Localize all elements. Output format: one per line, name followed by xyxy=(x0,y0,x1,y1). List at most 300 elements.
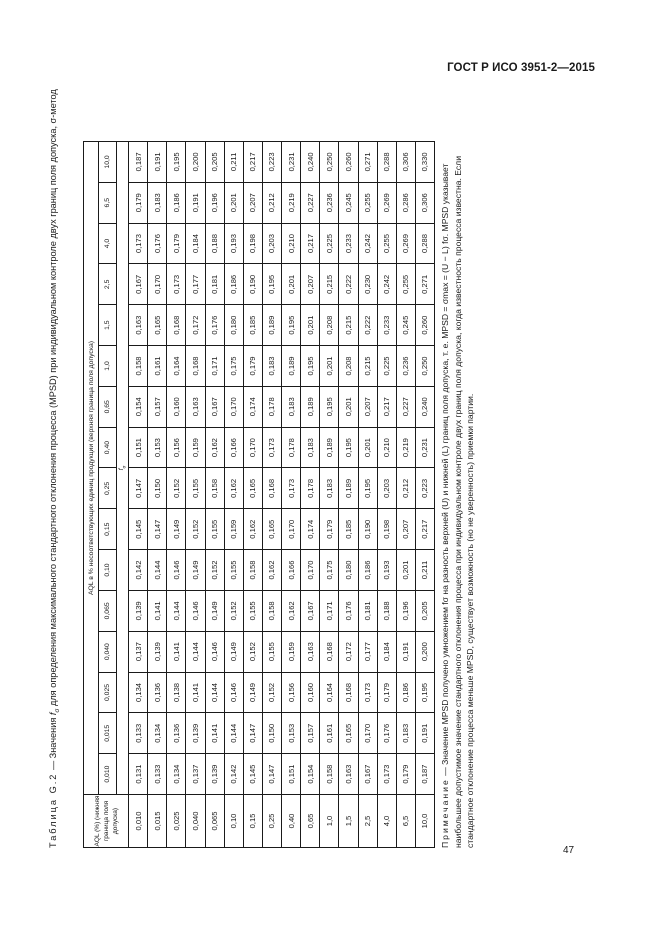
table-cell: 0,170 xyxy=(224,386,243,427)
table-cell: 0,160 xyxy=(167,386,186,427)
table-row xyxy=(148,142,167,848)
row-aql-label: 0,015 xyxy=(148,795,167,848)
column-header: 1,5 xyxy=(99,305,117,346)
row-aql-label: 6,5 xyxy=(396,795,415,848)
table-cell: 0,195 xyxy=(415,672,434,713)
table-cell: 0,162 xyxy=(282,590,301,631)
table-cell: 0,163 xyxy=(129,305,148,346)
column-header: 0,010 xyxy=(99,754,117,795)
table-row xyxy=(243,142,262,848)
table-cell: 0,245 xyxy=(396,305,415,346)
table-row xyxy=(339,142,358,848)
symbol-f: f xyxy=(117,468,125,471)
document-id-header: ГОСТ Р ИСО 3951-2—2015 xyxy=(447,62,595,74)
table-cell: 0,188 xyxy=(205,223,224,264)
table-cell: 0,144 xyxy=(148,550,167,591)
table-cell: 0,196 xyxy=(396,590,415,631)
table-cell: 0,217 xyxy=(243,142,262,183)
table-cell: 0,178 xyxy=(282,427,301,468)
table-cell: 0,188 xyxy=(377,590,396,631)
table-cell: 0,156 xyxy=(167,427,186,468)
table-cell: 0,260 xyxy=(415,305,434,346)
table-cell: 0,157 xyxy=(301,713,320,754)
table-cell: 0,165 xyxy=(148,305,167,346)
table-cell: 0,146 xyxy=(167,550,186,591)
table-cell: 0,166 xyxy=(224,427,243,468)
table-cell: 0,217 xyxy=(377,386,396,427)
table-row xyxy=(262,142,281,848)
table-cell: 0,162 xyxy=(243,509,262,550)
row-aql-label: 0,065 xyxy=(205,795,224,848)
table-cell: 0,233 xyxy=(377,305,396,346)
table-cell: 0,195 xyxy=(282,305,301,346)
table-cell: 0,205 xyxy=(205,142,224,183)
table-cell: 0,176 xyxy=(205,305,224,346)
table-cell: 0,183 xyxy=(148,182,167,223)
table-cell: 0,144 xyxy=(167,590,186,631)
table-row xyxy=(167,142,186,848)
table-cell: 0,147 xyxy=(262,754,281,795)
table-cell: 0,201 xyxy=(320,346,339,387)
table-cell: 0,171 xyxy=(320,590,339,631)
table-cell: 0,161 xyxy=(320,713,339,754)
table-cell: 0,151 xyxy=(282,754,301,795)
table-cell: 0,179 xyxy=(167,223,186,264)
table-cell: 0,201 xyxy=(358,427,377,468)
row-aql-label: 0,10 xyxy=(224,795,243,848)
table-cell: 0,203 xyxy=(377,468,396,509)
table-cell: 0,133 xyxy=(129,713,148,754)
table-cell: 0,155 xyxy=(262,631,281,672)
table-row xyxy=(301,142,320,848)
table-cell: 0,159 xyxy=(224,509,243,550)
table-row xyxy=(396,142,415,848)
table-cell: 0,168 xyxy=(186,346,205,387)
table-cell: 0,198 xyxy=(243,223,262,264)
table-cell: 0,231 xyxy=(282,142,301,183)
table-cell: 0,178 xyxy=(301,468,320,509)
column-header: 0,10 xyxy=(99,550,117,591)
table-cell: 0,187 xyxy=(129,142,148,183)
table-row xyxy=(186,142,205,848)
column-header: 0,40 xyxy=(99,427,117,468)
table-cell: 0,286 xyxy=(396,182,415,223)
table-cell: 0,255 xyxy=(396,264,415,305)
table-cell: 0,195 xyxy=(358,468,377,509)
table-cell: 0,222 xyxy=(358,305,377,346)
row-aql-label: 0,010 xyxy=(129,795,148,848)
table-cell: 0,162 xyxy=(224,468,243,509)
table-cell: 0,211 xyxy=(415,550,434,591)
table-cell: 0,185 xyxy=(339,509,358,550)
table-cell: 0,288 xyxy=(415,223,434,264)
table-cell: 0,163 xyxy=(186,386,205,427)
table-row xyxy=(415,142,434,848)
table-cell: 0,236 xyxy=(320,182,339,223)
table-cell: 0,141 xyxy=(167,631,186,672)
table-row xyxy=(377,142,396,848)
column-header: 1,0 xyxy=(99,346,117,387)
table-cell: 0,158 xyxy=(243,550,262,591)
table-cell: 0,175 xyxy=(320,550,339,591)
table-cell: 0,260 xyxy=(339,142,358,183)
table-cell: 0,156 xyxy=(282,672,301,713)
column-header: 4,0 xyxy=(99,223,117,264)
table-cell: 0,189 xyxy=(282,346,301,387)
table-cell: 0,183 xyxy=(301,427,320,468)
table-cell: 0,181 xyxy=(205,264,224,305)
table-cell: 0,183 xyxy=(396,713,415,754)
table-cell: 0,145 xyxy=(243,754,262,795)
table-cell: 0,215 xyxy=(358,346,377,387)
table-cell: 0,186 xyxy=(396,672,415,713)
table-cell: 0,191 xyxy=(396,631,415,672)
table-cell: 0,212 xyxy=(262,182,281,223)
table-cell: 0,147 xyxy=(243,713,262,754)
table-cell: 0,163 xyxy=(301,631,320,672)
table-cell: 0,181 xyxy=(358,590,377,631)
table-cell: 0,189 xyxy=(301,386,320,427)
caption-dash: — xyxy=(48,758,58,773)
table-cell: 0,167 xyxy=(205,386,224,427)
table-cell: 0,198 xyxy=(377,509,396,550)
table-cell: 0,183 xyxy=(282,386,301,427)
f-sigma-table xyxy=(83,141,435,848)
table-cell: 0,134 xyxy=(167,754,186,795)
table-cell: 0,193 xyxy=(377,550,396,591)
table-cell: 0,173 xyxy=(377,754,396,795)
table-cell: 0,174 xyxy=(301,509,320,550)
table-cell: 0,271 xyxy=(415,264,434,305)
table-cell: 0,154 xyxy=(301,754,320,795)
row-aql-label: 0,025 xyxy=(167,795,186,848)
table-cell: 0,152 xyxy=(205,550,224,591)
table-cell: 0,146 xyxy=(205,631,224,672)
table-cell: 0,269 xyxy=(396,223,415,264)
table-cell: 0,222 xyxy=(339,264,358,305)
table-cell: 0,174 xyxy=(243,386,262,427)
table-cell: 0,180 xyxy=(339,550,358,591)
rotated-landscape-content xyxy=(47,86,495,866)
table-cell: 0,250 xyxy=(320,142,339,183)
table-cell: 0,170 xyxy=(243,427,262,468)
table-cell: 0,150 xyxy=(262,713,281,754)
table-cell: 0,177 xyxy=(358,631,377,672)
note-text: — Значение MPSD получено умножением fσ на разность верхней (U) и нижней (L) границ поля допуска, т. е. MPSD = σmax = (U − L) fσ. MPSD указывает наибольшее допустимое значение стандартного отклонения процесса при индивидуальном контроле двух границ поля допуска, когда известность процесса известна. Если стандартное отклонение процесса меньше MPSD, существует возможность (но не уверенность) приемки партии. xyxy=(440,156,475,848)
table-cell: 0,168 xyxy=(339,672,358,713)
table-cell: 0,144 xyxy=(205,672,224,713)
table-cell: 0,176 xyxy=(339,590,358,631)
table-cell: 0,172 xyxy=(339,631,358,672)
table-cell: 0,137 xyxy=(129,631,148,672)
table-cell: 0,201 xyxy=(224,182,243,223)
table-cell: 0,162 xyxy=(262,550,281,591)
table-cell: 0,178 xyxy=(262,386,281,427)
table-cell: 0,179 xyxy=(396,754,415,795)
table-note xyxy=(439,133,477,848)
table-cell: 0,146 xyxy=(186,590,205,631)
table-cell: 0,176 xyxy=(148,223,167,264)
table-cell: 0,223 xyxy=(262,142,281,183)
table-cell: 0,191 xyxy=(415,713,434,754)
corner-header: AQL (%) (нижняя граница поля допуска) xyxy=(84,795,129,848)
table-cell: 0,236 xyxy=(396,346,415,387)
table-cell: 0,227 xyxy=(396,386,415,427)
row-aql-label: 10,0 xyxy=(415,795,434,848)
table-row xyxy=(358,142,377,848)
table-cell: 0,190 xyxy=(358,509,377,550)
table-cell: 0,139 xyxy=(186,713,205,754)
table-cell: 0,179 xyxy=(377,672,396,713)
table-cell: 0,165 xyxy=(243,468,262,509)
table-cell: 0,185 xyxy=(243,305,262,346)
table-cell: 0,160 xyxy=(301,672,320,713)
table-cell: 0,152 xyxy=(167,468,186,509)
table-cell: 0,159 xyxy=(282,631,301,672)
table-cell: 0,142 xyxy=(129,550,148,591)
table-cell: 0,173 xyxy=(262,427,281,468)
symbol-row xyxy=(117,142,129,795)
table-cell: 0,230 xyxy=(358,264,377,305)
table-cell: 0,203 xyxy=(262,223,281,264)
row-aql-label: 4,0 xyxy=(377,795,396,848)
table-cell: 0,175 xyxy=(224,346,243,387)
table-cell: 0,155 xyxy=(205,509,224,550)
symbol-f-sub: σ xyxy=(122,465,128,469)
table-cell: 0,306 xyxy=(396,142,415,183)
table-cell: 0,170 xyxy=(148,264,167,305)
row-aql-label: 1,0 xyxy=(320,795,339,848)
table-cell: 0,141 xyxy=(205,713,224,754)
column-header: 2,5 xyxy=(99,264,117,305)
table-cell: 0,190 xyxy=(243,264,262,305)
table-cell: 0,167 xyxy=(301,590,320,631)
table-cell: 0,133 xyxy=(148,754,167,795)
note-label: Примечание xyxy=(440,778,450,848)
table-cell: 0,164 xyxy=(167,346,186,387)
row-aql-label: 0,25 xyxy=(262,795,281,848)
table-cell: 0,149 xyxy=(167,509,186,550)
table-cell: 0,177 xyxy=(186,264,205,305)
table-cell: 0,152 xyxy=(243,631,262,672)
table-cell: 0,242 xyxy=(377,264,396,305)
table-cell: 0,150 xyxy=(148,468,167,509)
table-cell: 0,154 xyxy=(129,386,148,427)
table-cell: 0,195 xyxy=(320,386,339,427)
table-cell: 0,201 xyxy=(301,305,320,346)
table-cell: 0,219 xyxy=(396,427,415,468)
table-cell: 0,151 xyxy=(129,427,148,468)
table-cell: 0,201 xyxy=(339,386,358,427)
table-cell: 0,152 xyxy=(262,672,281,713)
table-cell: 0,144 xyxy=(186,631,205,672)
table-cell: 0,184 xyxy=(377,631,396,672)
table-cell: 0,215 xyxy=(339,305,358,346)
table-cell: 0,167 xyxy=(129,264,148,305)
table-cell: 0,179 xyxy=(243,346,262,387)
table-cell: 0,164 xyxy=(320,672,339,713)
column-header: 0,65 xyxy=(99,386,117,427)
table-cell: 0,201 xyxy=(282,264,301,305)
table-cell: 0,183 xyxy=(320,468,339,509)
table-cell: 0,162 xyxy=(205,427,224,468)
column-header: 10,0 xyxy=(99,142,117,183)
table-cell: 0,223 xyxy=(415,468,434,509)
table-cell: 0,195 xyxy=(339,427,358,468)
table-cell: 0,168 xyxy=(167,305,186,346)
table-cell: 0,165 xyxy=(339,713,358,754)
page-number: 47 xyxy=(563,845,575,856)
table-cell: 0,330 xyxy=(415,142,434,183)
column-header: 0,065 xyxy=(99,590,117,631)
table-cell: 0,189 xyxy=(320,427,339,468)
column-header: 6,5 xyxy=(99,182,117,223)
row-aql-label: 0,65 xyxy=(301,795,320,848)
table-cell: 0,131 xyxy=(129,754,148,795)
table-cell: 0,134 xyxy=(148,713,167,754)
table-cell: 0,136 xyxy=(148,672,167,713)
table-cell: 0,149 xyxy=(205,590,224,631)
table-cell: 0,242 xyxy=(358,223,377,264)
table-cell: 0,146 xyxy=(224,672,243,713)
table-cell: 0,136 xyxy=(167,713,186,754)
caption-symbol: f xyxy=(48,712,58,716)
table-cell: 0,173 xyxy=(358,672,377,713)
table-cell: 0,173 xyxy=(129,223,148,264)
table-cell: 0,210 xyxy=(377,427,396,468)
table-cell: 0,217 xyxy=(415,509,434,550)
table-cell: 0,171 xyxy=(205,346,224,387)
table-cell: 0,167 xyxy=(358,754,377,795)
table-cell: 0,168 xyxy=(320,631,339,672)
row-aql-label: 0,15 xyxy=(243,795,262,848)
row-aql-label: 1,5 xyxy=(339,795,358,848)
table-cell: 0,201 xyxy=(396,550,415,591)
table-cell: 0,191 xyxy=(186,182,205,223)
table-cell: 0,306 xyxy=(415,182,434,223)
table-cell: 0,193 xyxy=(224,223,243,264)
table-row xyxy=(129,142,148,848)
row-aql-label: 0,40 xyxy=(282,795,301,848)
table-cell: 0,271 xyxy=(358,142,377,183)
table-cell: 0,212 xyxy=(396,468,415,509)
table-cell: 0,149 xyxy=(224,631,243,672)
table-cell: 0,165 xyxy=(262,509,281,550)
table-cell: 0,191 xyxy=(148,142,167,183)
table-cell: 0,145 xyxy=(129,509,148,550)
table-cell: 0,170 xyxy=(301,550,320,591)
table-cell: 0,231 xyxy=(415,427,434,468)
table-cell: 0,144 xyxy=(224,713,243,754)
table-cell: 0,176 xyxy=(377,713,396,754)
table-cell: 0,207 xyxy=(358,386,377,427)
table-cell: 0,208 xyxy=(320,305,339,346)
table-cell: 0,134 xyxy=(129,672,148,713)
table-cell: 0,184 xyxy=(186,223,205,264)
table-cell: 0,240 xyxy=(301,142,320,183)
column-header: 0,25 xyxy=(99,468,117,509)
table-cell: 0,200 xyxy=(415,631,434,672)
table-cell: 0,163 xyxy=(339,754,358,795)
table-cell: 0,153 xyxy=(282,713,301,754)
table-cell: 0,255 xyxy=(377,223,396,264)
table-cell: 0,147 xyxy=(129,468,148,509)
table-row xyxy=(205,142,224,848)
table-cell: 0,172 xyxy=(186,305,205,346)
table-cell: 0,159 xyxy=(186,427,205,468)
table-caption-label: Таблица G.2 xyxy=(48,772,58,848)
table-cell: 0,195 xyxy=(262,264,281,305)
table-cell: 0,138 xyxy=(167,672,186,713)
table-caption xyxy=(47,88,64,848)
table-cell: 0,173 xyxy=(167,264,186,305)
table-cell: 0,250 xyxy=(415,346,434,387)
table-cell: 0,155 xyxy=(186,468,205,509)
table-cell: 0,170 xyxy=(358,713,377,754)
caption-text-post: для определения максимального стандартного отклонения процесса (MPSD) при индивидуальном контроле двух границ поля допуска, σ-метод xyxy=(48,89,58,709)
table-cell: 0,200 xyxy=(186,142,205,183)
table-cell: 0,139 xyxy=(205,754,224,795)
table-cell: 0,179 xyxy=(320,509,339,550)
column-header: 0,15 xyxy=(99,509,117,550)
table-cell: 0,157 xyxy=(148,386,167,427)
table-cell: 0,233 xyxy=(339,223,358,264)
table-cell: 0,152 xyxy=(186,509,205,550)
table-cell: 0,155 xyxy=(243,590,262,631)
table-cell: 0,180 xyxy=(224,305,243,346)
table-cell: 0,170 xyxy=(282,509,301,550)
table-cell: 0,187 xyxy=(415,754,434,795)
table-row xyxy=(224,142,243,848)
table-cell: 0,147 xyxy=(148,509,167,550)
table-cell: 0,255 xyxy=(358,182,377,223)
column-header: 0,025 xyxy=(99,672,117,713)
table-cell: 0,211 xyxy=(224,142,243,183)
table-cell: 0,225 xyxy=(320,223,339,264)
table-cell: 0,288 xyxy=(377,142,396,183)
table-cell: 0,149 xyxy=(243,672,262,713)
table-cell: 0,208 xyxy=(339,346,358,387)
table-cell: 0,173 xyxy=(282,468,301,509)
table-cell: 0,152 xyxy=(224,590,243,631)
table-cell: 0,141 xyxy=(186,672,205,713)
table-cell: 0,186 xyxy=(358,550,377,591)
table-cell: 0,166 xyxy=(282,550,301,591)
table-cell: 0,142 xyxy=(224,754,243,795)
table-cell: 0,158 xyxy=(129,346,148,387)
table-cell: 0,139 xyxy=(148,631,167,672)
table-cell: 0,158 xyxy=(320,754,339,795)
table-cell: 0,168 xyxy=(262,468,281,509)
table-cell: 0,240 xyxy=(415,386,434,427)
table-cell: 0,189 xyxy=(339,468,358,509)
table-row xyxy=(320,142,339,848)
table-cell: 0,195 xyxy=(301,346,320,387)
row-aql-label: 2,5 xyxy=(358,795,377,848)
column-header: 0,040 xyxy=(99,631,117,672)
table-cell: 0,210 xyxy=(282,223,301,264)
group-header: AQL в % несоответствующих единиц продукции (верхняя граница поля допуска) xyxy=(84,142,99,795)
table-cell: 0,245 xyxy=(339,182,358,223)
table-cell: 0,189 xyxy=(262,305,281,346)
table-cell: 0,158 xyxy=(205,468,224,509)
table-cell: 0,215 xyxy=(320,264,339,305)
table-cell: 0,219 xyxy=(282,182,301,223)
table-cell: 0,207 xyxy=(243,182,262,223)
table-cell: 0,179 xyxy=(129,182,148,223)
table-cell: 0,161 xyxy=(148,346,167,387)
table-cell: 0,196 xyxy=(205,182,224,223)
